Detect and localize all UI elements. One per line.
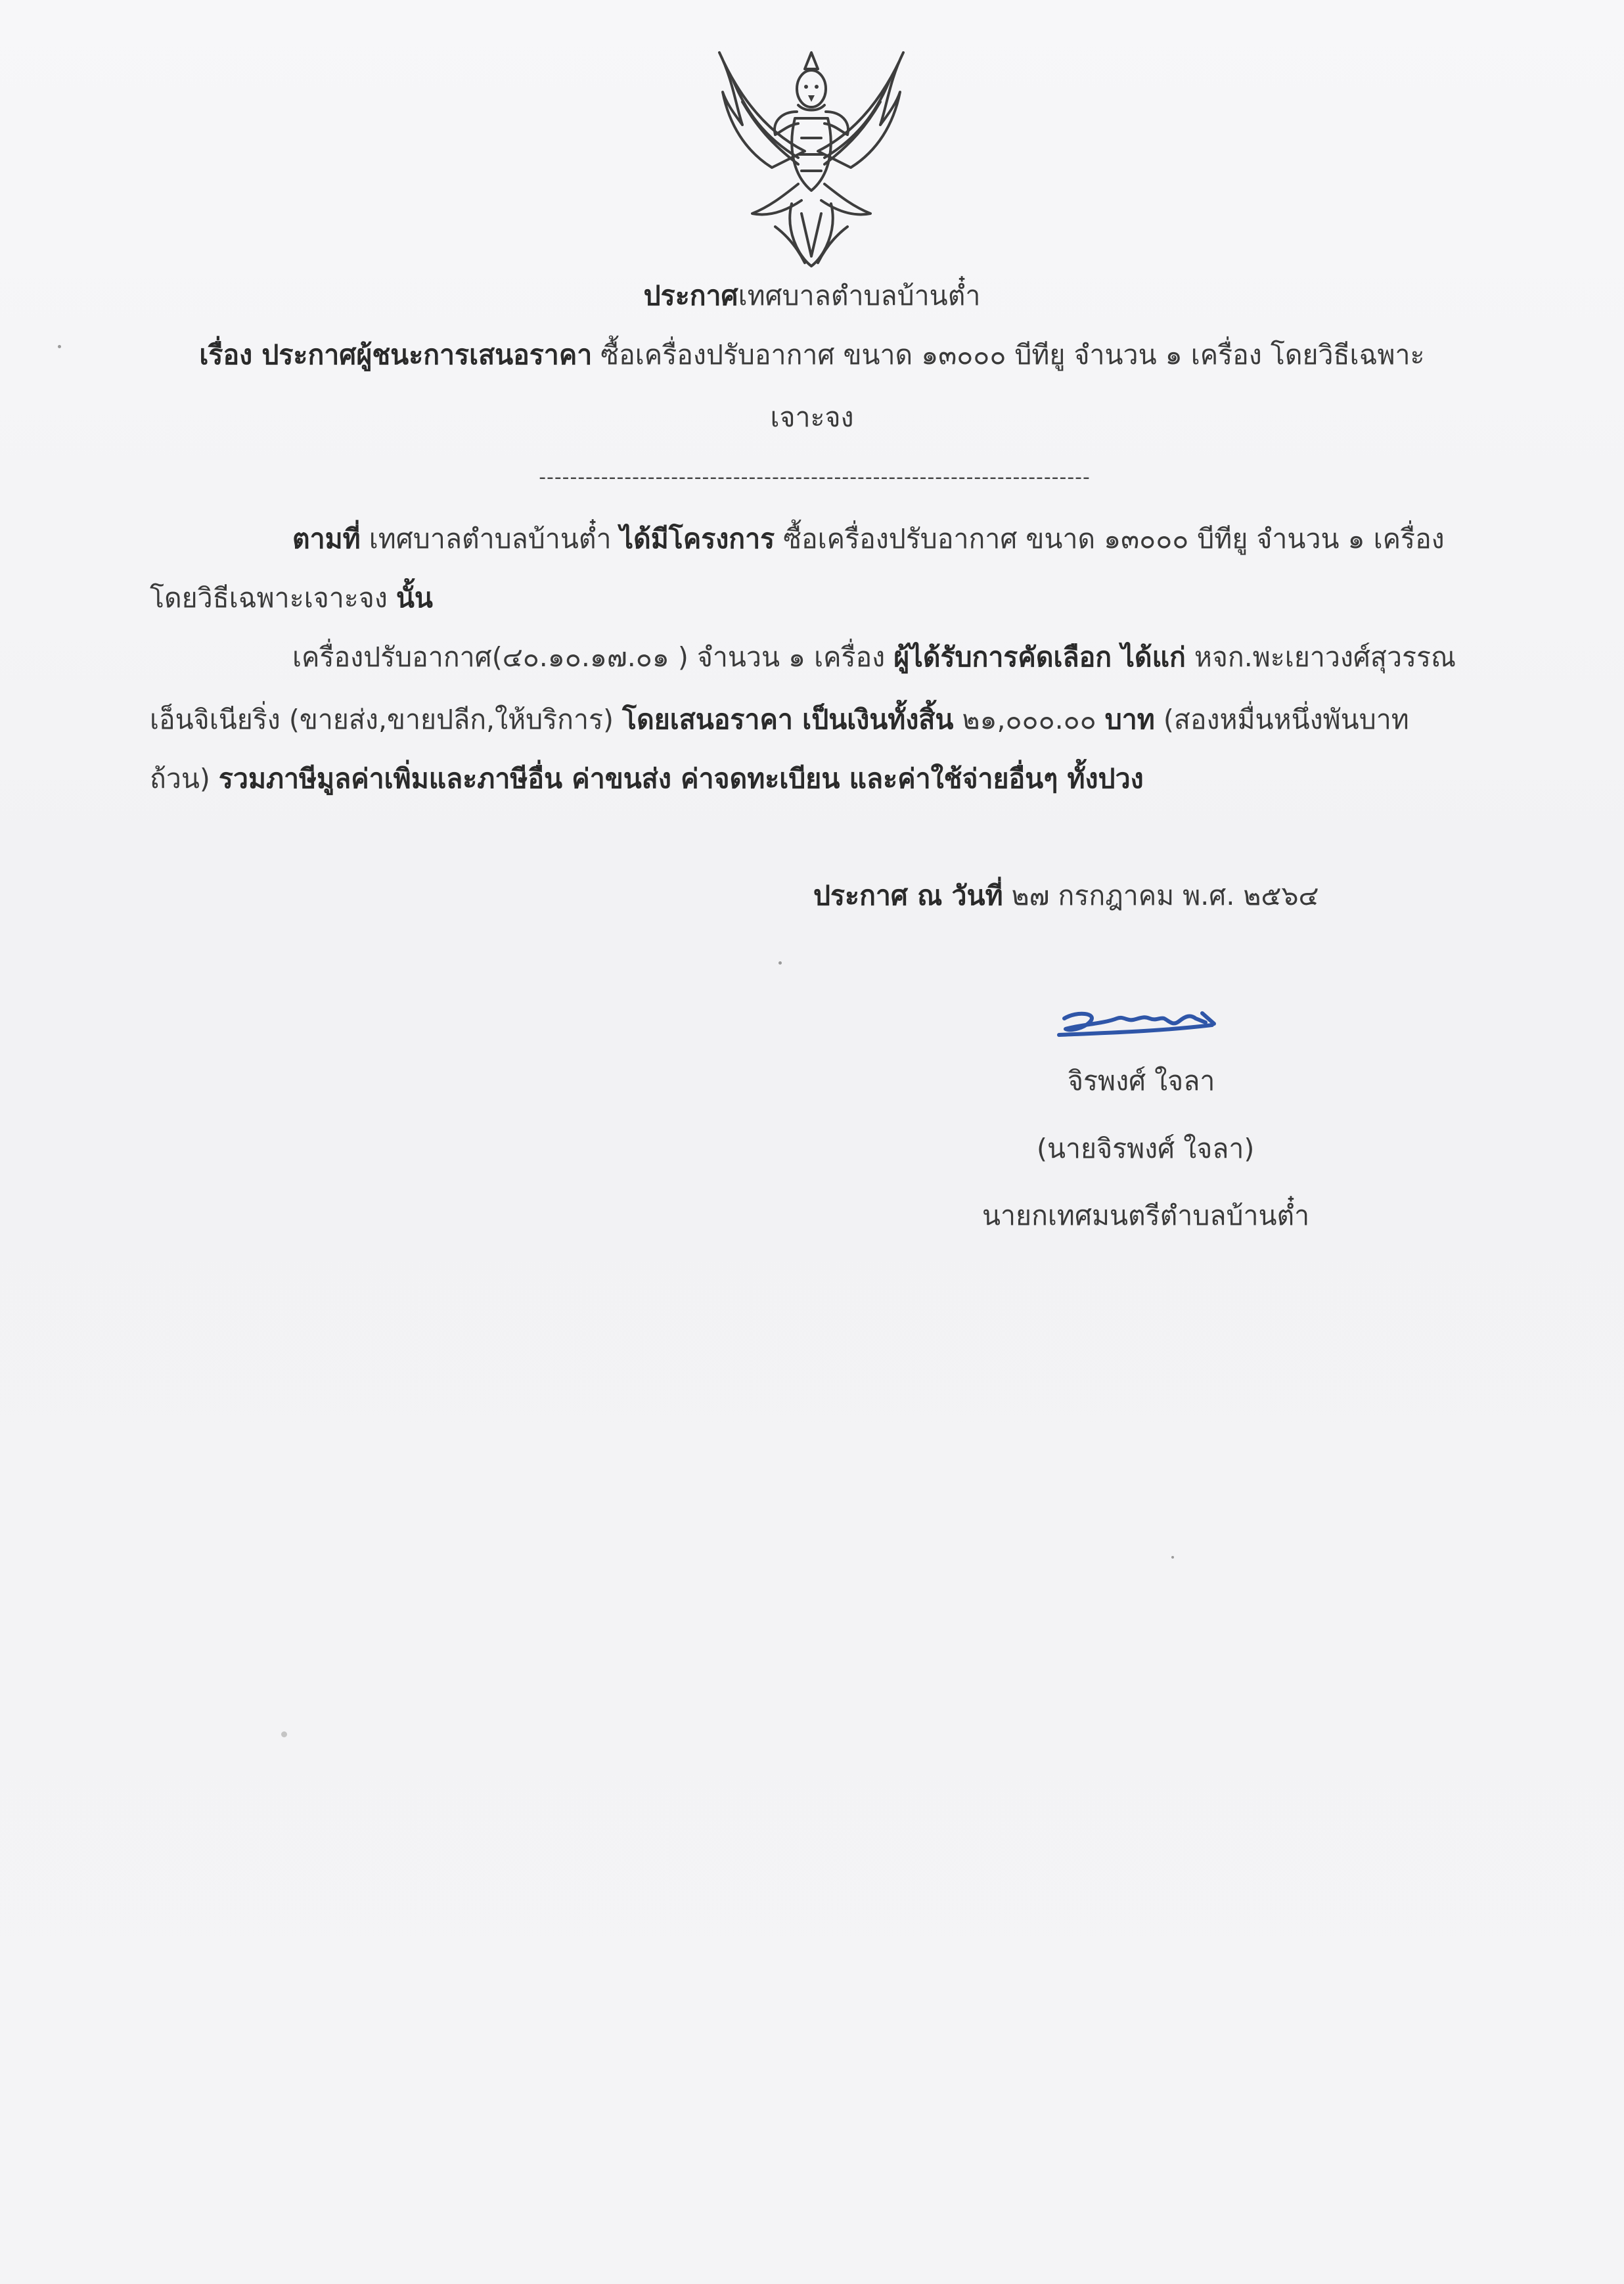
announcement-date: ประกาศ ณ วันที่ ๒๗ กรกฎาคม พ.ศ. ๒๕๖๔ — [813, 880, 1319, 911]
paragraph-2-line-2: เอ็นจิเนียริ่ง (ขายส่ง,ขายปลีก,ให้บริการ) โดยเสนอราคา เป็นเงินทั้งสิ้น ๒๑,๐๐๐.๐๐ บาท (สองหมื่นหนึ่งพันบาท — [150, 704, 1409, 735]
handwritten-signature — [1051, 999, 1229, 1045]
paragraph-2-line-3: ถ้วน) รวมภาษีมูลค่าเพิ่มและภาษีอื่น ค่าขนส่ง ค่าจดทะเบียน และค่าใช้จ่ายอื่นๆ ทั้งปวง — [150, 763, 1144, 794]
document-title: ประกาศเทศบาลตำบลบ้านต๋ำ — [643, 280, 981, 311]
paragraph-2-line-1: เครื่องปรับอากาศ(๔๐.๑๐.๑๗.๐๑ ) จำนวน ๑ เครื่อง ผู้ได้รับการคัดเลือก ได้แก่ หจก.พะเยาวงศ์สุวรรณ — [292, 641, 1456, 673]
paper-speck — [778, 961, 782, 965]
paragraph-1-line-2: โดยวิธีเฉพาะเจาะจง นั้น — [150, 582, 433, 614]
signer-position: นายกเทศมนตรีตำบลบ้านต๋ำ — [982, 1200, 1310, 1231]
paper-speck — [1171, 1556, 1174, 1559]
garuda-emblem-icon — [706, 39, 916, 276]
document-subject: เรื่อง ประกาศผู้ชนะการเสนอราคา ซื้อเครื่องปรับอากาศ ขนาด ๑๓๐๐๐ บีทียู จำนวน ๑ เครื่อง โดยวิธีเฉพาะ — [199, 339, 1425, 371]
paper-speck — [58, 345, 61, 348]
paragraph-1-line-1: ตามที่ เทศบาลตำบลบ้านต๋ำ ได้มีโครงการ ซื้อเครื่องปรับอากาศ ขนาด ๑๓๐๐๐ บีทียู จำนวน ๑ เครื่อง — [292, 523, 1445, 555]
signer-full-name: (นายจิรพงศ์ ใจลา) — [1037, 1133, 1255, 1164]
paper-speck — [281, 1731, 287, 1737]
signer-name: จิรพงศ์ ใจลา — [1068, 1065, 1215, 1097]
document-subject-continued: เจาะจง — [770, 401, 854, 433]
divider-line: ----------------------------------------------------------------------- — [539, 466, 1091, 489]
